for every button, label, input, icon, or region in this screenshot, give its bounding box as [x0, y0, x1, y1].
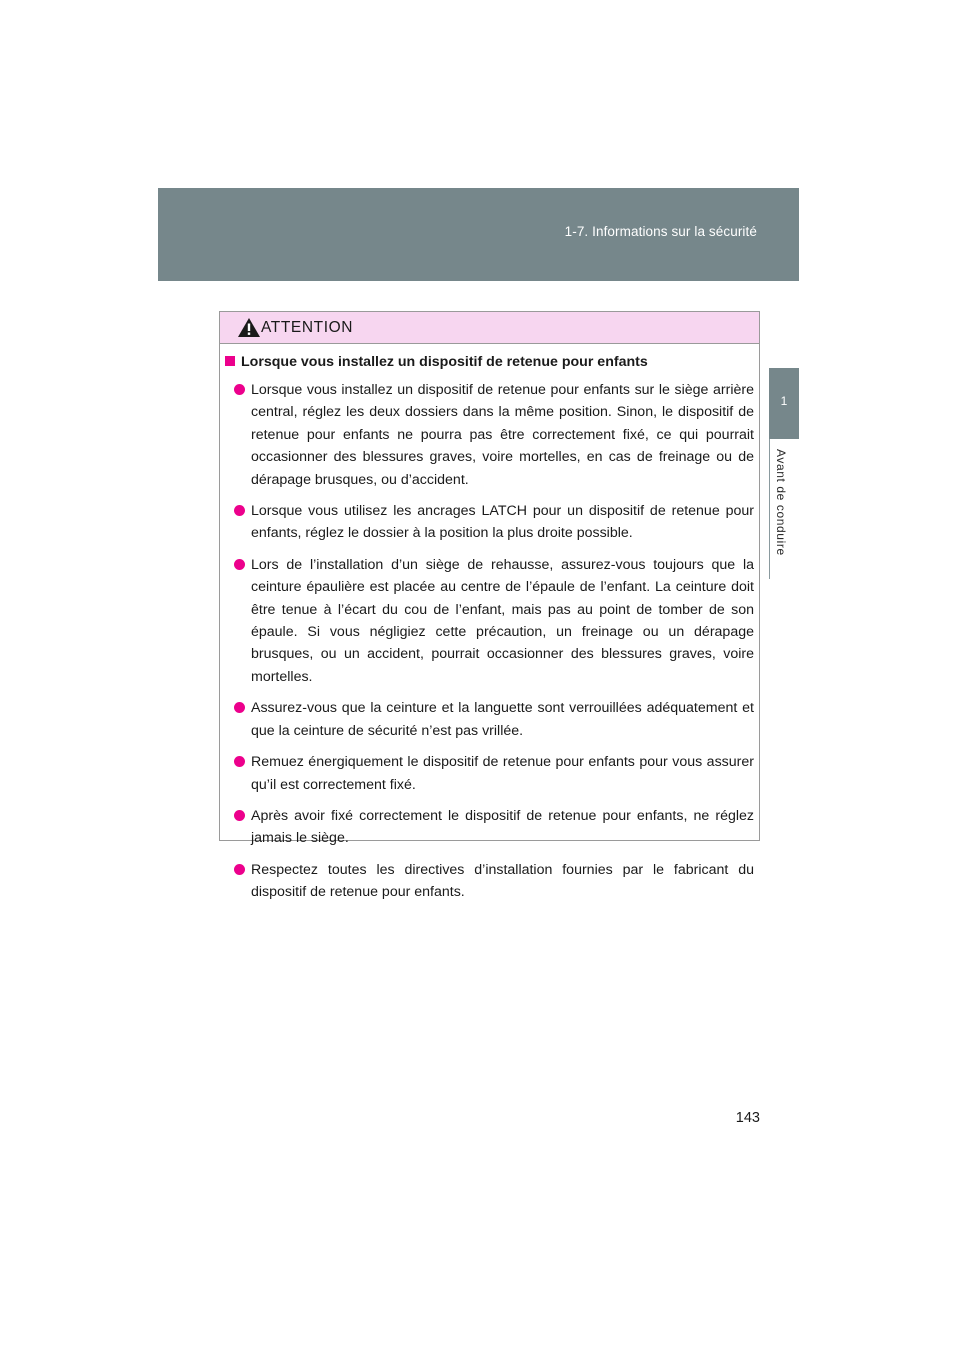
chapter-title: Avant de conduire	[774, 449, 788, 556]
list-item-text: Lors de l’installation d’un siège de rehausse, assurez-vous toujours que la ceinture épaulière est placée au centre de l’épaule de l’enfant. La ceinture doit être tenue à l’écart du cou de l’enfant, mais pas au point de tomber de son épaule. Si vous négligiez cette précaution, un freinage ou un dérapage brusques, ou un accident, pourrait occasionner des blessures graves, voire mortelles.	[251, 556, 754, 685]
list-item	[234, 379, 754, 491]
warning-items	[234, 379, 754, 913]
warning-title: ATTENTION	[261, 319, 354, 336]
warning-section-title: Lorsque vous installez un dispositif de retenue pour enfants	[241, 354, 648, 370]
chapter-tab	[769, 368, 799, 439]
warning-triangle-icon	[237, 317, 261, 338]
list-item	[234, 751, 754, 796]
list-item-text: Lorsque vous installez un dispositif de retenue pour enfants sur le siège arrière central, réglez les deux dossiers dans la même position. Sinon, le dispositif de retenue pour enfants ne pourra pas être correctement fixé, ce qui pourrait occasionner des blessures graves, voire mortelles, en cas de freinage ou de dérapage brusques, ou d’accident.	[251, 382, 754, 488]
list-item-text: Lorsque vous utilisez les ancrages LATCH pour un dispositif de retenue pour enfants, réglez le dossier à la position la plus droite possible.	[251, 503, 754, 542]
circle-bullet-icon	[234, 505, 245, 516]
list-item-text: Remuez énergiquement le dispositif de retenue pour enfants pour vous assurer qu’il est correctement fixé.	[251, 754, 754, 793]
circle-bullet-icon	[234, 756, 245, 767]
page-number: 143	[735, 1110, 760, 1126]
list-item-text: Respectez toutes les directives d’installation fournies par le fabricant du dispositif de retenue pour enfants.	[251, 861, 754, 901]
circle-bullet-icon	[234, 702, 245, 713]
list-item	[234, 697, 754, 742]
list-item	[234, 859, 754, 904]
square-bullet-icon	[225, 356, 235, 366]
header-band	[158, 188, 799, 281]
chapter-number: 1	[780, 394, 788, 408]
list-item-text: Assurez-vous que la ceinture et la languette sont verrouillées adéquatement et que la ceinture de sécurité n’est pas vrillée.	[251, 700, 754, 739]
list-item-text: Après avoir fixé correctement le dispositif de retenue pour enfants, ne réglez jamais le siège.	[251, 807, 754, 847]
list-item	[234, 805, 754, 850]
warning-header	[220, 312, 759, 344]
circle-bullet-icon	[234, 559, 245, 570]
warning-section-heading	[225, 354, 755, 370]
circle-bullet-icon	[234, 384, 245, 395]
warning-box	[219, 311, 760, 901]
list-item	[234, 554, 754, 688]
list-item	[234, 500, 754, 545]
section-title: 1-7. Informations sur la sécurité	[564, 224, 757, 239]
circle-bullet-icon	[234, 864, 245, 875]
circle-bullet-icon	[234, 810, 245, 821]
